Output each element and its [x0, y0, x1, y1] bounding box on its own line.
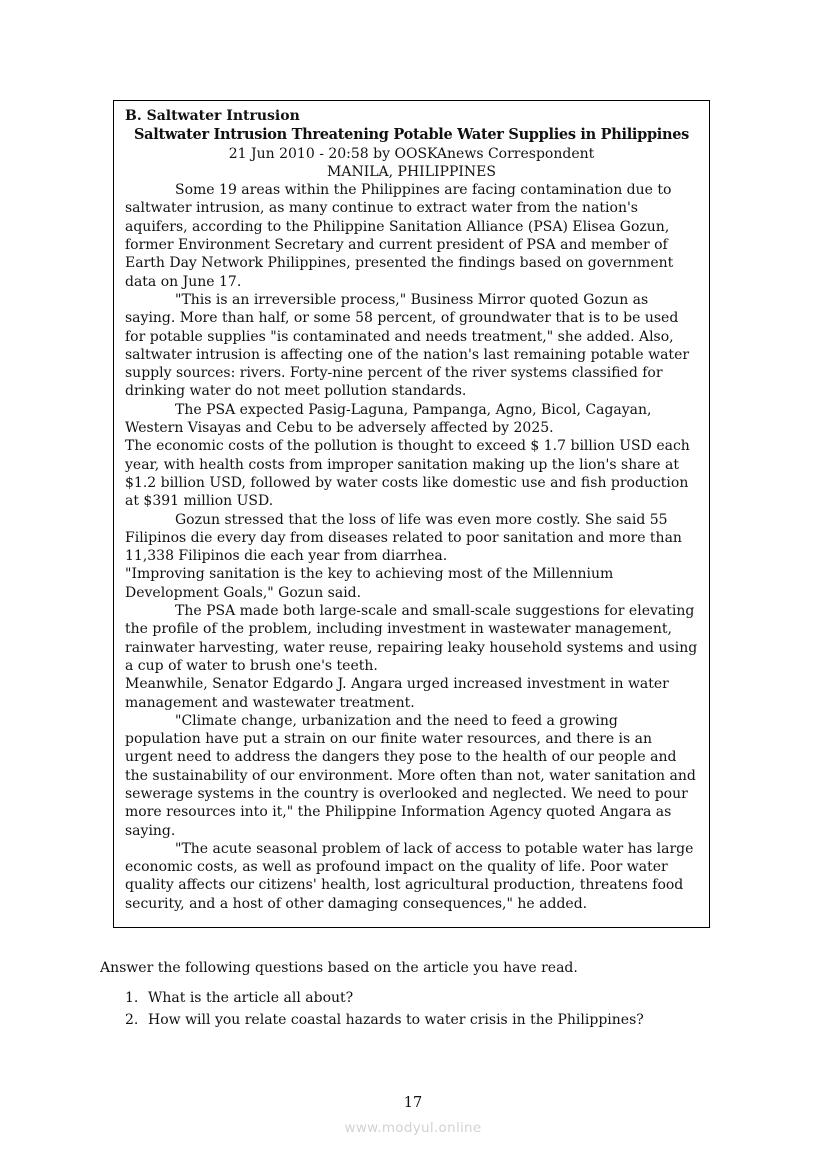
article-paragraph: "Climate change, urbanization and the need to feed a growing population have put a strain on our finite water resources, and there is an urgent need to address the dangers they pose to the health of our people and the sustainability of our environment. More often than not, water sanitation and sewerage systems in the country is overlooked and neglected. We need to pour more resources into it," the Philippine Information Agency quoted Angara as saying.	[125, 712, 696, 839]
article-paragraph: The economic costs of the pollution is thought to exceed $ 1.7 billion USD each year, with health costs from improper sanitation making up the lion's share at $1.2 billion USD, followed by water costs like domestic use and fish production at $391 million USD.	[125, 438, 690, 510]
questions-list	[100, 987, 740, 1031]
question-item	[125, 987, 740, 1009]
article-paragraph: Meanwhile, Senator Edgardo J. Angara urged increased investment in water management and wastewater treatment.	[125, 676, 669, 711]
questions-section	[100, 959, 740, 1031]
article-paragraph: The PSA expected Pasig-Laguna, Pampanga, Agno, Bicol, Cagayan, Western Visayas and Cebu to be adversely affected by 2025.	[125, 401, 652, 437]
question-number: 2.	[125, 1012, 139, 1028]
section-label: B. Saltwater Intrusion	[125, 108, 300, 124]
question-text: How will you relate coastal hazards to water crisis in the Philippines?	[148, 1012, 644, 1028]
article-paragraph: Gozun stressed that the loss of life was even more costly. She said 55 Filipinos die every day from diseases related to poor sanitation and more than 11,338 Filipinos die each year from diarrhea.	[125, 511, 682, 565]
article-paragraph: Some 19 areas within the Philippines are facing contamination due to saltwater intrusion, as many continue to extract water from the nation's aquifers, according to the Philippine Sanitation Alliance (PSA) Elisea Gozun, former Environment Secretary and current president of PSA and member of Earth Day Network Philippines, presented the findings based on government data on June 17.	[125, 182, 674, 290]
question-number: 1.	[125, 990, 139, 1006]
page-number: 17	[403, 1095, 423, 1111]
article-headline: Saltwater Intrusion Threatening Potable Water Supplies in Philippines	[133, 126, 690, 144]
article-paragraph: "Improving sanitation is the key to achieving most of the Millennium Development Goals," Gozun said.	[125, 566, 614, 601]
question-text: What is the article all about?	[148, 990, 354, 1006]
article-body	[125, 181, 698, 913]
article-box	[113, 100, 710, 928]
article-paragraph: The PSA made both large-scale and small-scale suggestions for elevating the profile of the problem, including investment in wastewater management, rainwater harvesting, water reuse, repairing leaky household systems and using a cup of water to brush one's teeth.	[125, 603, 698, 674]
questions-instruction: Answer the following questions based on the article you have read.	[100, 960, 578, 976]
article-byline: 21 Jun 2010 - 20:58 by OOSKAnews Correspondent	[228, 145, 595, 162]
article-paragraph: "This is an irreversible process," Business Mirror quoted Gozun as saying. More than half, or some 58 percent, of groundwater that is to be used for potable supplies "is contaminated and needs treatment," she added. Also, saltwater intrusion is affecting one of the nation's last remaining potable water supply sources: rivers. Forty-nine percent of the river systems classified for drinking water do not meet pollution standards.	[125, 291, 690, 400]
article-paragraph: "The acute seasonal problem of lack of access to potable water has large economic costs, as well as profound impact on the quality of life. Poor water quality affects our citizens' health, lost agricultural production, threatens food security, and a host of other damaging consequences," he added.	[125, 840, 694, 912]
watermark: www.modyul.online	[344, 1120, 482, 1136]
question-item	[125, 1009, 740, 1031]
article-dateline: MANILA, PHILIPPINES	[327, 163, 496, 180]
